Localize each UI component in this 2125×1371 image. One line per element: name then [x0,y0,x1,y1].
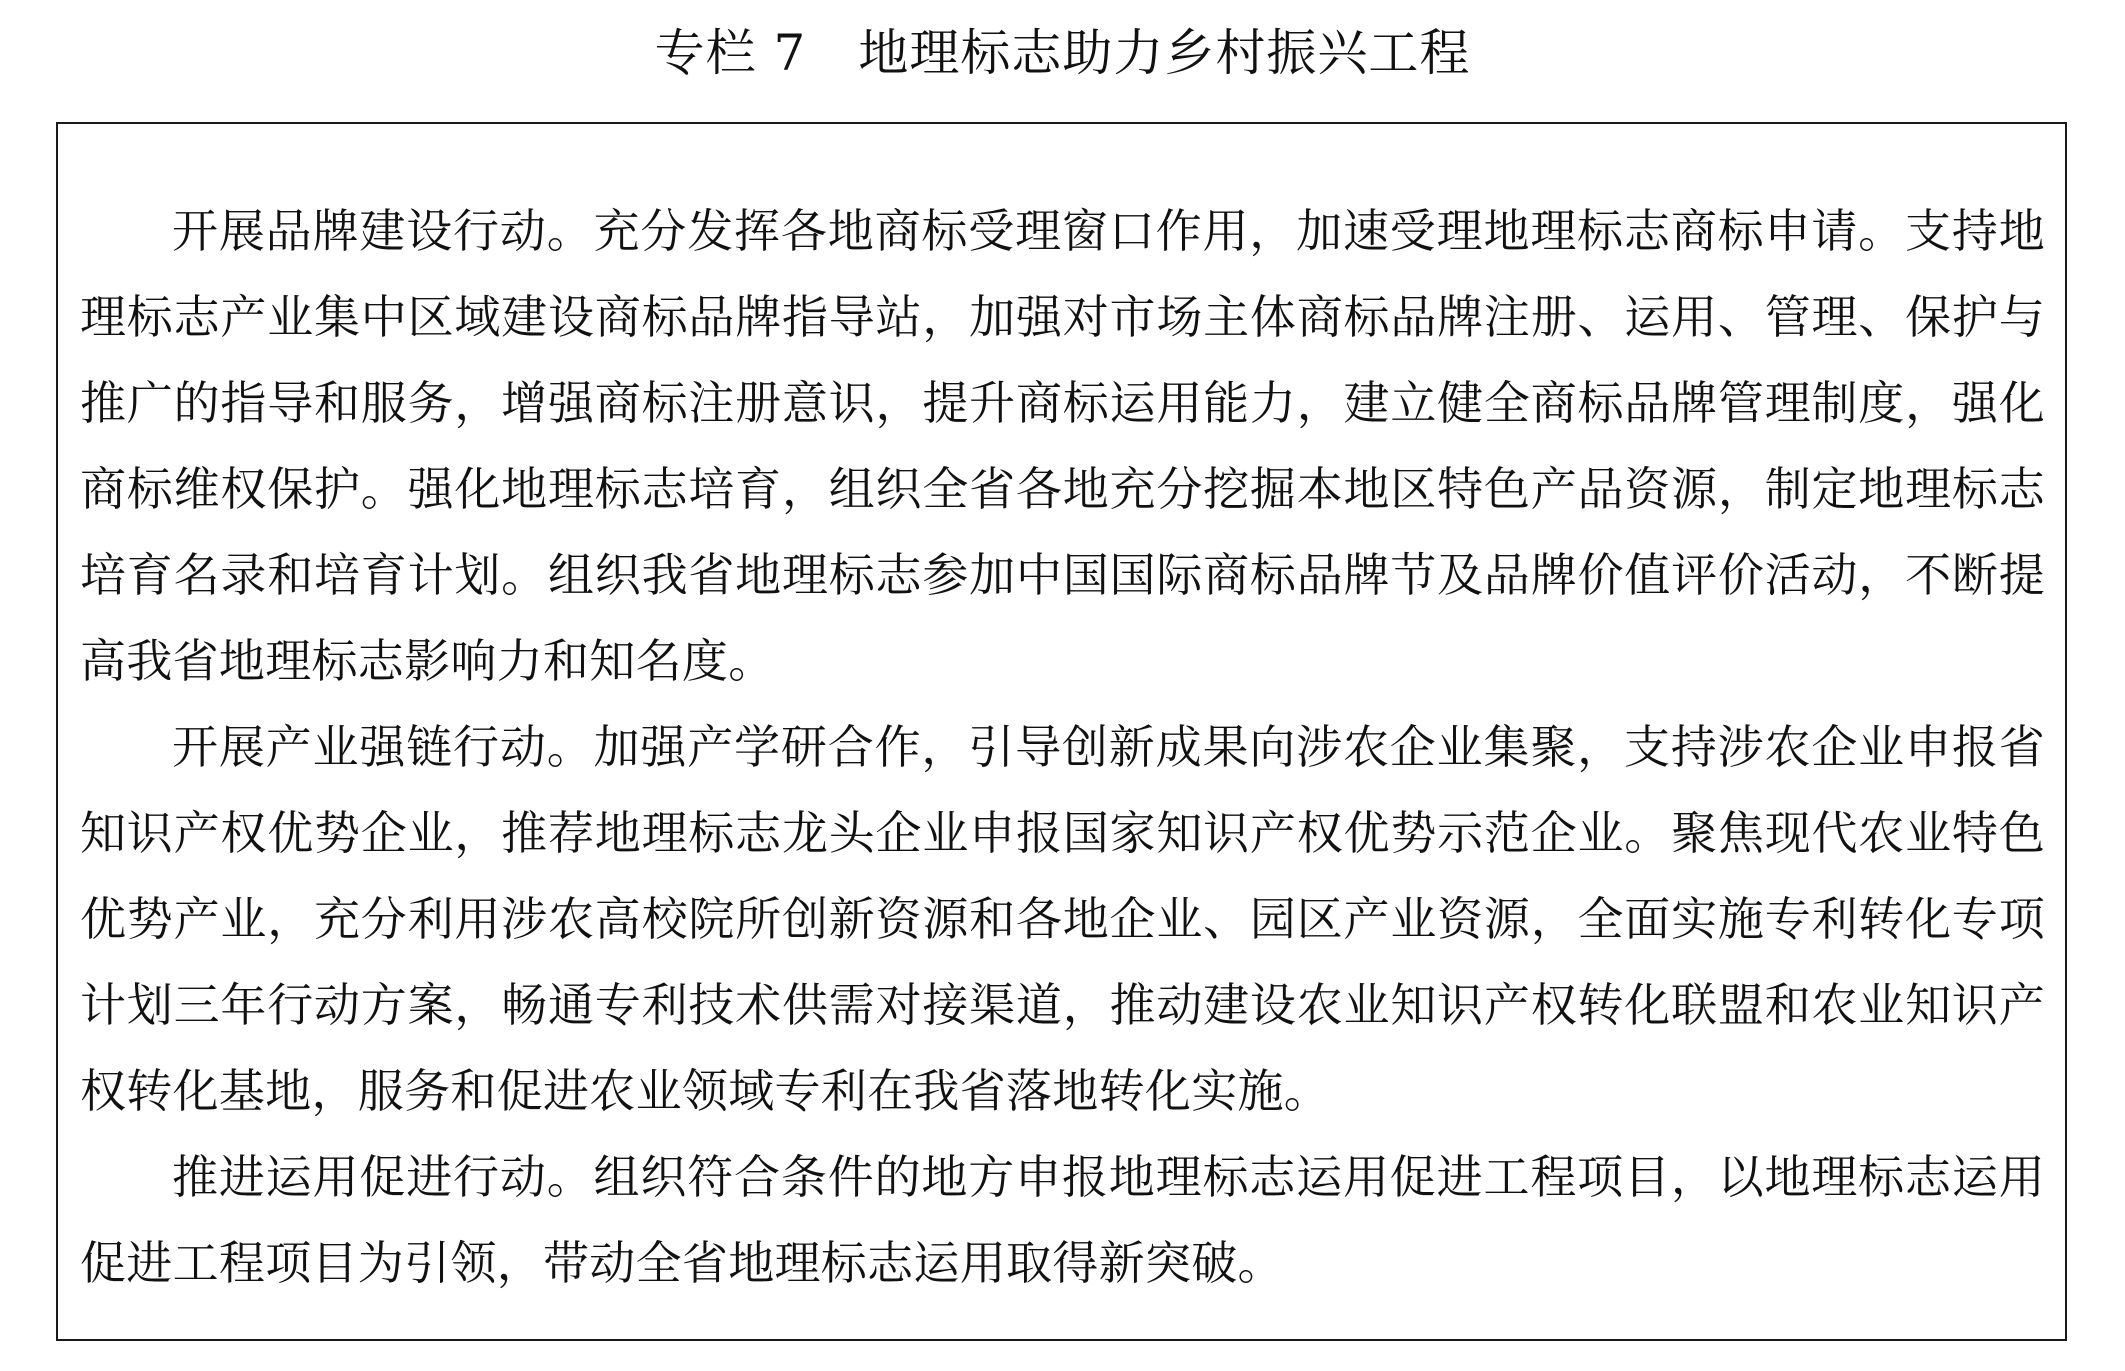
content-body [80,188,2045,1306]
column-number: 专栏 7 [654,24,807,82]
paragraph-application-promotion: 推进运用促进行动。组织符合条件的地方申报地理标志运用促进工程项目，以地理标志运用促进工程项目为引领，带动全省地理标志运用取得新突破。 [80,1150,2045,1290]
paragraph-industry-chain: 开展产业强链行动。加强产学研合作，引导创新成果向涉农企业集聚，支持涉农企业申报省知识产权优势企业，推荐地理标志龙头企业申报国家知识产权优势示范企业。聚焦现代农业特色优势产业，充分利用涉农高校院所创新资源和各地企业、园区产业资源，全面实施专利转化专项计划三年行动方案，畅通专利技术供需对接渠道，推动建设农业知识产权转化联盟和农业知识产权转化基地，服务和促进农业领域专利在我省落地转化实施。 [80,720,2045,1118]
column-title: 地理标志助力乡村振兴工程 [858,24,1471,82]
page-title [0,18,2125,88]
paragraph-brand-building: 开展品牌建设行动。充分发挥各地商标受理窗口作用，加速受理地理标志商标申请。支持地理标志产业集中区域建设商标品牌指导站，加强对市场主体商标品牌注册、运用、管理、保护与推广的指导和服务，增强商标注册意识，提升商标运用能力，建立健全商标品牌管理制度，强化商标维权保护。强化地理标志培育，组织全省各地充分挖掘本地区特色产品资源，制定地理标志培育名录和培育计划。组织我省地理标志参加中国国际商标品牌节及品牌价值评价活动，不断提高我省地理标志影响力和知名度。 [80,204,2045,688]
content-box [56,122,2067,1341]
